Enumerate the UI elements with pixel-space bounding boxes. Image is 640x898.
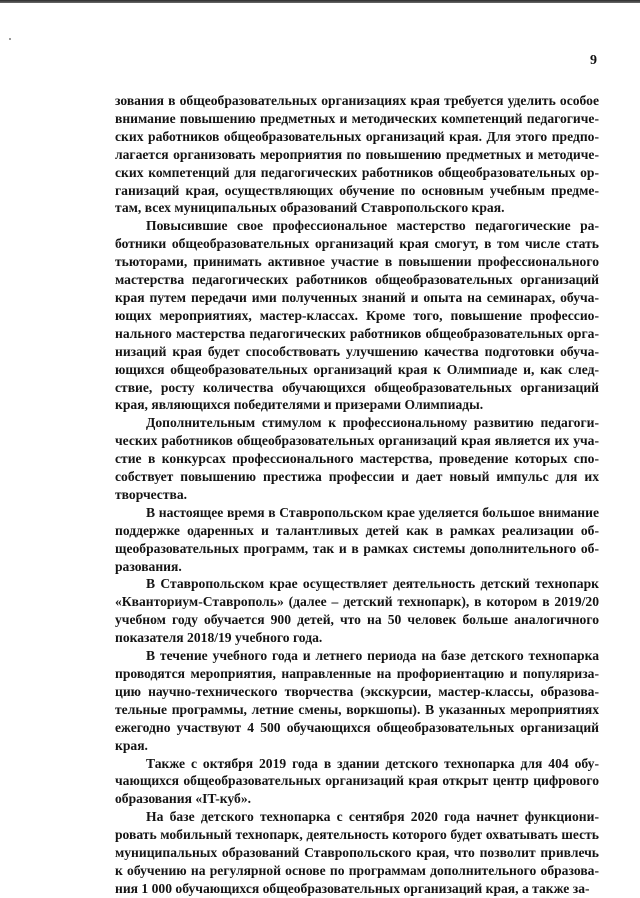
page-number: 9: [590, 53, 597, 68]
body-text: [115, 92, 599, 898]
top-edge-rule: [0, 0, 640, 3]
paragraph-continued: зования в общеобразовательных организациях края требуется уделить особое внимание повышению предметных и методических компетенций педагогических работников общеобразовательных организаций края. Для этого предполагается организовать мероприятия по повышению предметных и методических компетенций для педагогических работников общеобразовательных организаций края, осуществляющих обучение по основным учебным предметам, всех муниципальных образований Ставропольского края.: [115, 93, 599, 216]
paragraph: На базе детского технопарка с сентября 2020 года начнет функционировать мобильный технопарк, деятельность которого будет охватывать шесть муниципальных образований Ставропольского края, что позволит привлечь к обучению на регулярной основе по программам дополнительного образования 1 000 обучающихся общеобразовательных организаций края, а также за-: [115, 809, 599, 896]
paragraph: В настоящее время в Ставропольском крае уделяется большое внимание поддержке одаренных и талантливых детей как в рамках реализации общеобразовательных программ, так и в рамках системы дополнительного образования.: [115, 504, 599, 574]
paragraph: В Ставропольском крае осуществляет деятельность детский технопарк «Кванториум-Ставрополь» (далее – детский технопарк), в котором в 2019/20 учебном году обучается 900 детей, что на 50 человек больше аналогичного показателя 2018/19 учебного года.: [115, 576, 599, 646]
paragraph: Также с октября 2019 года в здании детского технопарка для 404 обучающихся общеобразовательных организаций края открыт центр цифрового образования «IT-куб».: [115, 755, 599, 807]
paragraph: Дополнительным стимулом к профессиональному развитию педагогических работников общеобразовательных организаций края является их участие в конкурсах профессионального мастерства, проведение которых способствует повышению престижа профессии и дает новый импульс для их творчества.: [115, 415, 599, 502]
scan-speck: [9, 38, 11, 40]
paragraph: Повысившие свое профессиональное мастерство педагогические работники общеобразовательных организаций края смогут, в том числе стать тьюторами, принимать активное участие в повышении профессионального мастерства педагогических работников общеобразовательных организаций края путем передачи ими полученных знаний и опыта на семинарах, обучающих мероприятиях, мастер-классах. Кроме того, повышение профессионального мастерства педагогических работников общеобразовательных организаций края будет способствовать улучшению качества подготовки обучающихся общеобразовательных организаций края к Олимпиаде и, как следствие, росту количества обучающихся общеобразовательных организаций края, являющихся победителями и призерами Олимпиады.: [115, 218, 599, 413]
paragraph: В течение учебного года и летнего периода на базе детского технопарка проводятся мероприятия, направленные на профориентацию и популяризацию научно-технического творчества (экскурсии, мастер-классы, образовательные программы, летние смены, воркшопы). В указанных мероприятиях ежегодно участвуют 4 500 обучающихся общеобразовательных организаций края.: [115, 648, 599, 753]
